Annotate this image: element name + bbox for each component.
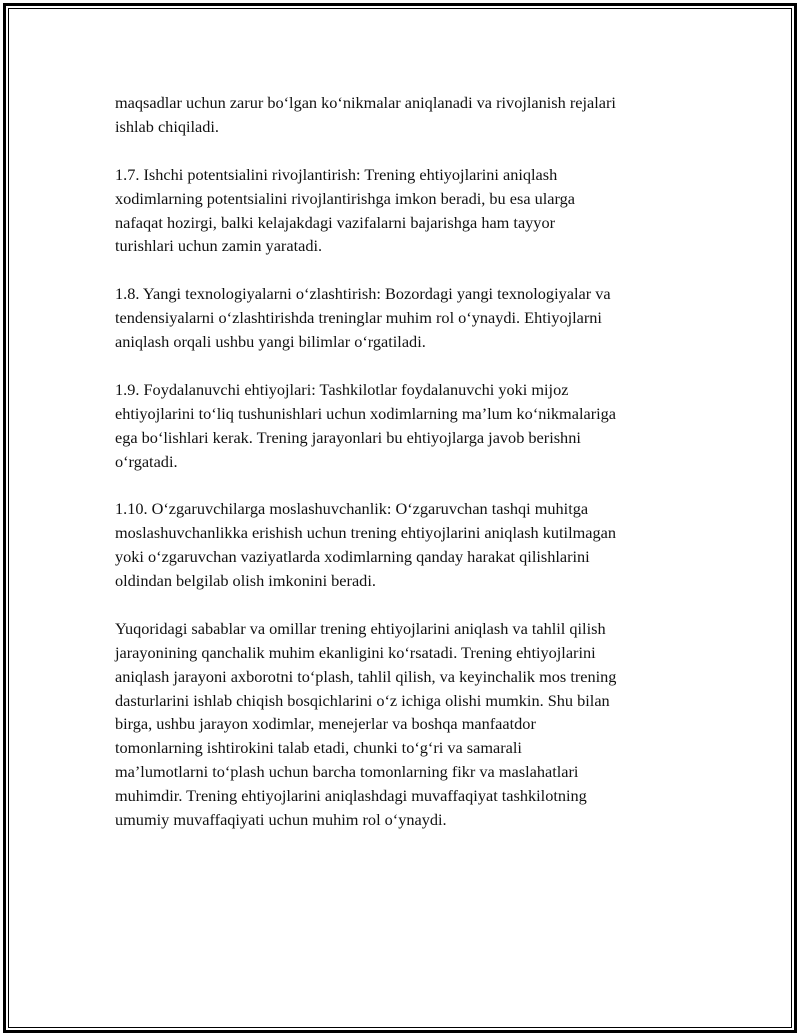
text-line: 1.10. O‘zgaruvchilarga moslashuvchanlik: O‘zgaruvchan tashqi muhitga [115,499,589,519]
text-line: muhimdir. Trening ehtiyojlarini aniqlashdagi muvaffaqiyat tashkilotning [115,786,587,806]
paragraph-conclusion [115,617,690,832]
text-line: o‘rgatadi. [115,451,178,471]
text-line: turishlari uchun zamin yaratadi. [115,236,323,256]
text-line: yoki o‘zgaruvchan vaziyatlarda xodimlarning qanday harakat qilishlarini [115,547,590,567]
paragraph-1-9 [115,378,690,474]
text-line: xodimlarning potentsialini rivojlantirishga imkon beradi, bu esa ularga [115,188,576,208]
text-line: Yuqoridagi sabablar va omillar trening ehtiyojlarini aniqlash va tahlil qilish [115,618,606,638]
text-line: ma’lumotlarni to‘plash uchun barcha tomonlarning fikr va maslahatlari [115,762,579,782]
text-line: maqsadlar uchun zarur bo‘lgan ko‘nikmalar aniqlanadi va rivojlanish rejalari [115,93,616,112]
text-line: nafaqat hozirgi, balki kelajakdagi vazifalarni bajarishga ham tayyor [115,212,556,232]
text-line: ehtiyojlarini to‘liq tushunishlari uchun xodimlarning ma’lum ko‘nikmalariga [115,403,617,423]
text-line: aniqlash orqali ushbu yangi bilimlar o‘rgatiladi. [115,332,426,352]
text-line: ega bo‘lishlari kerak. Trening jarayonlari bu ehtiyojlarga javob berishni [115,427,581,447]
text-line: 1.8. Yangi texnologiyalarni o‘zlashtirish: Bozordagi yangi texnologiyalar va [115,284,611,304]
paragraph-1-7 [115,163,690,259]
text-line: jarayonining qanchalik muhim ekanligini ko‘rsatadi. Trening ehtiyojlarini [115,642,596,662]
paragraph-1-10 [115,497,690,593]
text-line: dasturlarini ishlab chiqish bosqichlarini o‘z ichiga olishi mumkin. Shu bilan [115,690,610,710]
text-line: birga, ushbu jarayon xodimlar, menejerlar va boshqa manfaatdor [115,714,536,734]
text-line: ishlab chiqiladi. [115,116,219,136]
document-body [115,91,690,856]
text-line: tomonlarning ishtirokini talab etadi, chunki to‘g‘ri va samarali [115,738,522,758]
text-line: 1.7. Ishchi potentsialini rivojlantirish: Trening ehtiyojlarini aniqlash [115,164,558,184]
text-line: moslashuvchanlikka erishish uchun trening ehtiyojlarini aniqlash kutilmagan [115,523,616,543]
text-line: 1.9. Foydalanuvchi ehtiyojlari: Tashkilotlar foydalanuvchi yoki mijoz [115,379,569,399]
paragraph-1-8 [115,282,690,354]
text-line: tendensiyalarni o‘zlashtirishda treninglar muhim rol o‘ynaydi. Ehtiyojlarni [115,308,602,328]
text-line: umumiy muvaffaqiyati uchun muhim rol o‘ynaydi. [115,810,447,830]
text-line: oldindan belgilab olish imkonini beradi. [115,571,376,591]
paragraph-intro-continuation [115,91,690,139]
text-line: aniqlash jarayoni axborotni to‘plash, tahlil qilish, va keyinchalik mos trening [115,666,617,686]
